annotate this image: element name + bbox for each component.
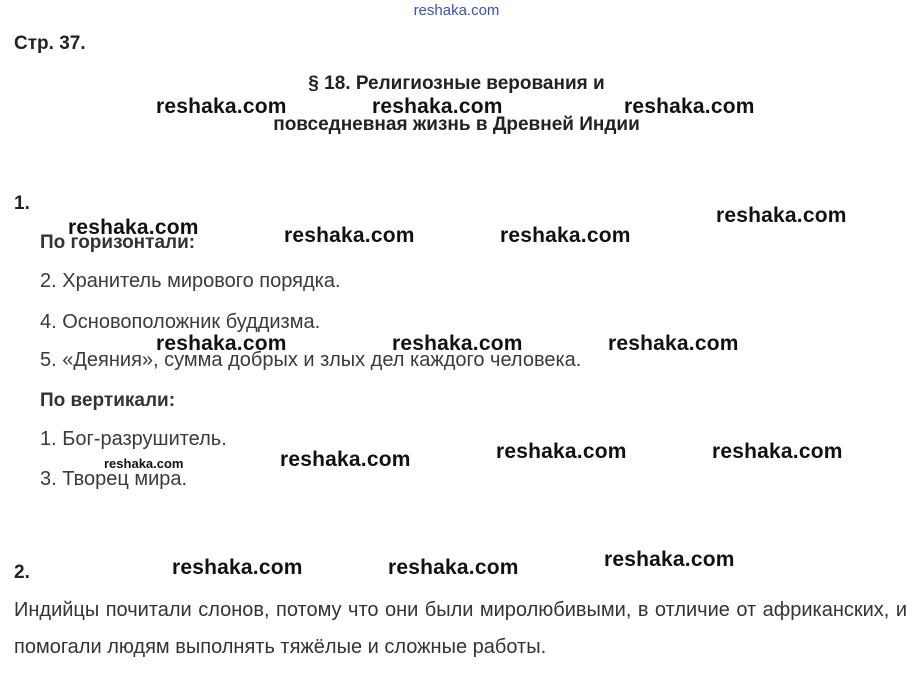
horizontal-item: 2. Хранитель мирового порядка. <box>40 270 341 292</box>
watermark: reshaka.com <box>624 95 755 118</box>
watermark: reshaka.com <box>608 332 739 355</box>
horizontal-item: 4. Основоположник буддизма. <box>40 311 321 333</box>
task-2-answer: Индийцы почитали слонов, потому что они были миролюбивыми, в отличие от африканских, и помогали людям выполнять тяжёлые и сложные работы. <box>14 599 907 658</box>
watermark: reshaka.com <box>716 204 847 227</box>
header-watermark[interactable]: reshaka.com <box>413 2 500 19</box>
horizontal-label: По горизонтали: <box>40 232 196 253</box>
watermark: reshaka.com <box>388 556 519 579</box>
horizontal-item: 5. «Деяния», сумма добрых и злых дел каждого человека. <box>40 349 582 371</box>
watermark: reshaka.com <box>496 440 627 463</box>
watermark: reshaka.com <box>372 95 503 118</box>
watermark: reshaka.com <box>172 556 303 579</box>
watermark: reshaka.com <box>284 224 415 247</box>
task-1-number: 1. <box>14 193 30 214</box>
watermark: reshaka.com <box>280 448 411 471</box>
vertical-label: По вертикали: <box>40 390 176 411</box>
section-title-line-1: § 18. Религиозные верования и <box>308 73 605 94</box>
section-title-line-2: повседневная жизнь в Древней Индии <box>273 114 640 135</box>
watermark: reshaka.com <box>604 548 735 571</box>
watermark: reshaka.com <box>156 95 287 118</box>
page-label: Стр. 37. <box>14 33 86 54</box>
watermark: reshaka.com <box>68 216 199 239</box>
watermark: reshaka.com <box>392 332 523 355</box>
task-2-number: 2. <box>14 562 30 583</box>
watermark: reshaka.com <box>104 456 184 471</box>
vertical-item: 3. Творец мира. <box>40 468 188 490</box>
watermark: reshaka.com <box>712 440 843 463</box>
watermark: reshaka.com <box>500 224 631 247</box>
watermark: reshaka.com <box>156 332 287 355</box>
vertical-item: 1. Бог-разрушитель. <box>40 428 227 450</box>
